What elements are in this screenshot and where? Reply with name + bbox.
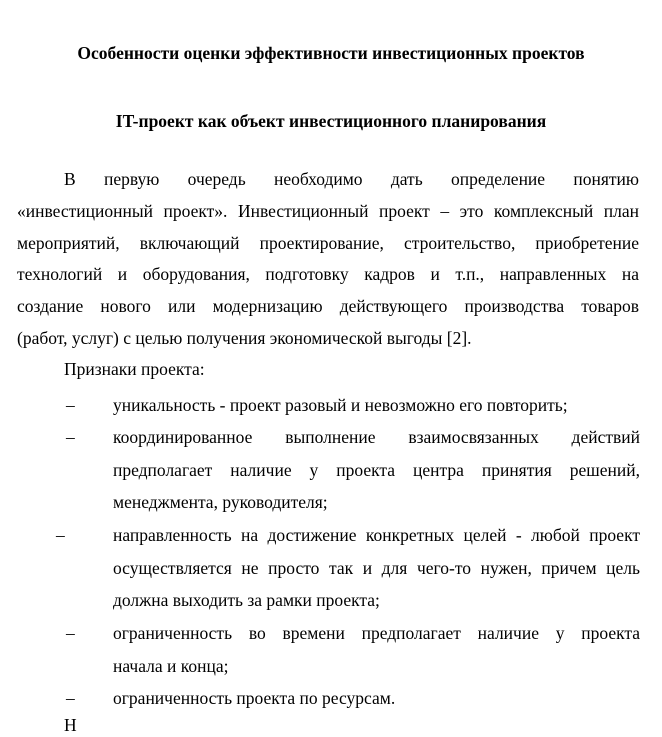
paragraph-line: технологий и оборудования, подготовку кадров и т.п., направленных на bbox=[17, 264, 639, 285]
intro-paragraph bbox=[17, 164, 639, 355]
list-item bbox=[113, 519, 640, 617]
paragraph-line: мероприятий, включающий проектирование, строительство, приобретение bbox=[17, 232, 639, 253]
paragraph-line: (работ, услуг) с целью получения экономической выгоды [2]. bbox=[17, 327, 472, 348]
list-item-line: координированное выполнение взаимосвязанных действий bbox=[113, 427, 640, 447]
list-item-line: должна выходить за рамки проекта; bbox=[113, 590, 380, 610]
bullet-dash: – bbox=[66, 688, 75, 708]
list-item-line: осуществляется не просто так и для чего-то нужен, причем цель bbox=[113, 557, 640, 578]
list-item bbox=[113, 421, 640, 519]
paragraph-line: создание нового или модернизацию действующего производства товаров bbox=[17, 296, 639, 317]
list-item-line: направленность на достижение конкретных целей - любой проект bbox=[113, 525, 640, 545]
bullet-dash: – bbox=[66, 623, 75, 643]
bullet-dash: – bbox=[66, 395, 75, 415]
section-heading: IT-проект как объект инвестиционного планирования bbox=[115, 111, 547, 131]
paragraph-line: В первую очередь необходимо дать определение понятию bbox=[64, 169, 639, 189]
list-item-line: начала и конца; bbox=[113, 655, 229, 676]
list-item bbox=[113, 389, 640, 422]
list-item-line: уникальность - проект разовый и невозможно его повторить; bbox=[113, 395, 568, 415]
list-item bbox=[113, 617, 640, 682]
list-item bbox=[113, 682, 640, 715]
paragraph-line: «инвестиционный проект». Инвестиционный проект – это комплексный план bbox=[17, 200, 639, 221]
list-intro: Признаки проекта: bbox=[64, 359, 205, 379]
list-item-line: предполагает наличие у проекта центра принятия решений, bbox=[113, 459, 640, 480]
bullet-dash: – bbox=[66, 427, 75, 447]
bullet-dash: – bbox=[56, 525, 65, 545]
list-item-line: ограниченность во времени предполагает наличие у проекта bbox=[113, 623, 640, 643]
document-title: Особенности оценки эффективности инвестиционных проектов bbox=[77, 43, 585, 63]
list-item-line: ограниченность проекта по ресурсам. bbox=[113, 688, 396, 708]
cut-off-text: Н bbox=[64, 715, 77, 735]
list-item-line: менеджмента, руководителя; bbox=[113, 492, 328, 512]
